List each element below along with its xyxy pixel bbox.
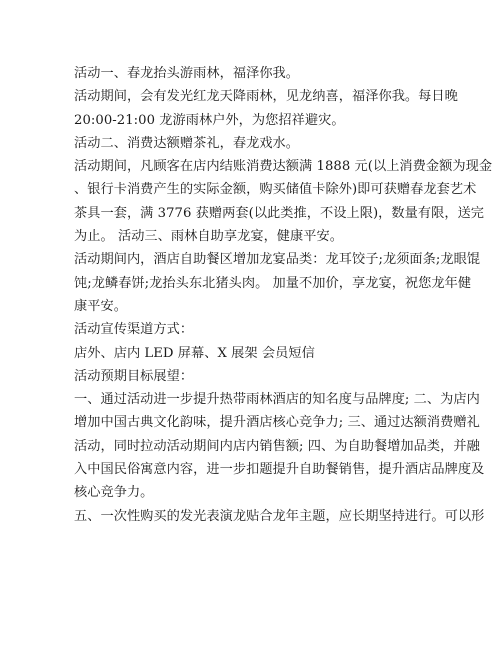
paragraph-activity-two-title — [74, 132, 436, 155]
text-line: 活动期间内，酒店自助餐区增加龙宴品类：龙耳饺子;龙须面条;龙眼馄 — [74, 252, 481, 268]
text-line: 五、一次性购买的发光表演龙贴合龙年主题，应长期坚持进行。可以形 — [74, 508, 485, 524]
text-line: 活动预期目标展望： — [74, 368, 194, 384]
text-line: 入中国民俗寓意内容，进一步扣题提升自助餐销售，提升酒店品牌度及 — [74, 462, 485, 478]
text-line: 、银行卡消费产生的实际金额，购买储值卡除外)即可获赠春龙套艺术 — [74, 182, 477, 198]
paragraph-goals-body — [74, 388, 485, 504]
text-line: 活动，同时拉动活动期间内店内销售额; 四、为自助餐增加品类，并融 — [74, 438, 480, 454]
paragraph-channels-body — [74, 342, 436, 365]
paragraph-channels-heading — [74, 318, 436, 341]
text-line: 活动期间，会有发光红龙天降雨林，见龙纳喜，福泽你我。每日晚 — [74, 89, 458, 105]
text-line: 为止。 活动三、雨林自助享龙宴，健康平安。 — [74, 229, 343, 245]
text-line: 一、通过活动进一步提升热带雨林酒店的知名度与品牌度; 二、为店内 — [74, 392, 480, 408]
text-line: 增加中国古典文化韵味，提升酒店核心竞争力; 三、通过达额消费赠礼 — [74, 415, 480, 431]
text-line: 20:00-21:00 龙游雨林户外，为您招祥避灾。 — [74, 112, 345, 128]
text-line: 饨;龙鳞春饼;龙抬头东北猪头肉。 加量不加价，享龙宴，祝您龙年健 — [74, 275, 472, 291]
text-line: 活动宣传渠道方式： — [74, 322, 194, 338]
text-line: 活动一、春龙抬头游雨林，福泽你我。 — [74, 66, 300, 81]
text-line: 茶具一套，满 3776 获赠两套(以此类推，不设上限)，数量有限，送完 — [74, 205, 485, 221]
paragraph-activity-three-body — [74, 248, 481, 318]
paragraph-activity-two-body — [74, 155, 493, 248]
text-line: 活动期间，凡顾客在店内结账消费达额满 1888 元(以上消费金额为现金 — [74, 159, 493, 175]
paragraph-activity-one-body — [74, 85, 458, 132]
text-line: 店外、店内 LED 屏幕、X 展架 会员短信 — [74, 345, 315, 361]
text-line: 核心竞争力。 — [74, 485, 154, 501]
paragraph-item-five — [74, 505, 485, 528]
text-line: 康平安。 — [74, 298, 127, 314]
paragraph-goals-heading — [74, 365, 436, 388]
text-line: 活动二、消费达额赠茶礼，春龙戏水。 — [74, 135, 300, 151]
document-body — [74, 62, 493, 528]
paragraph-activity-one-title — [74, 62, 436, 85]
